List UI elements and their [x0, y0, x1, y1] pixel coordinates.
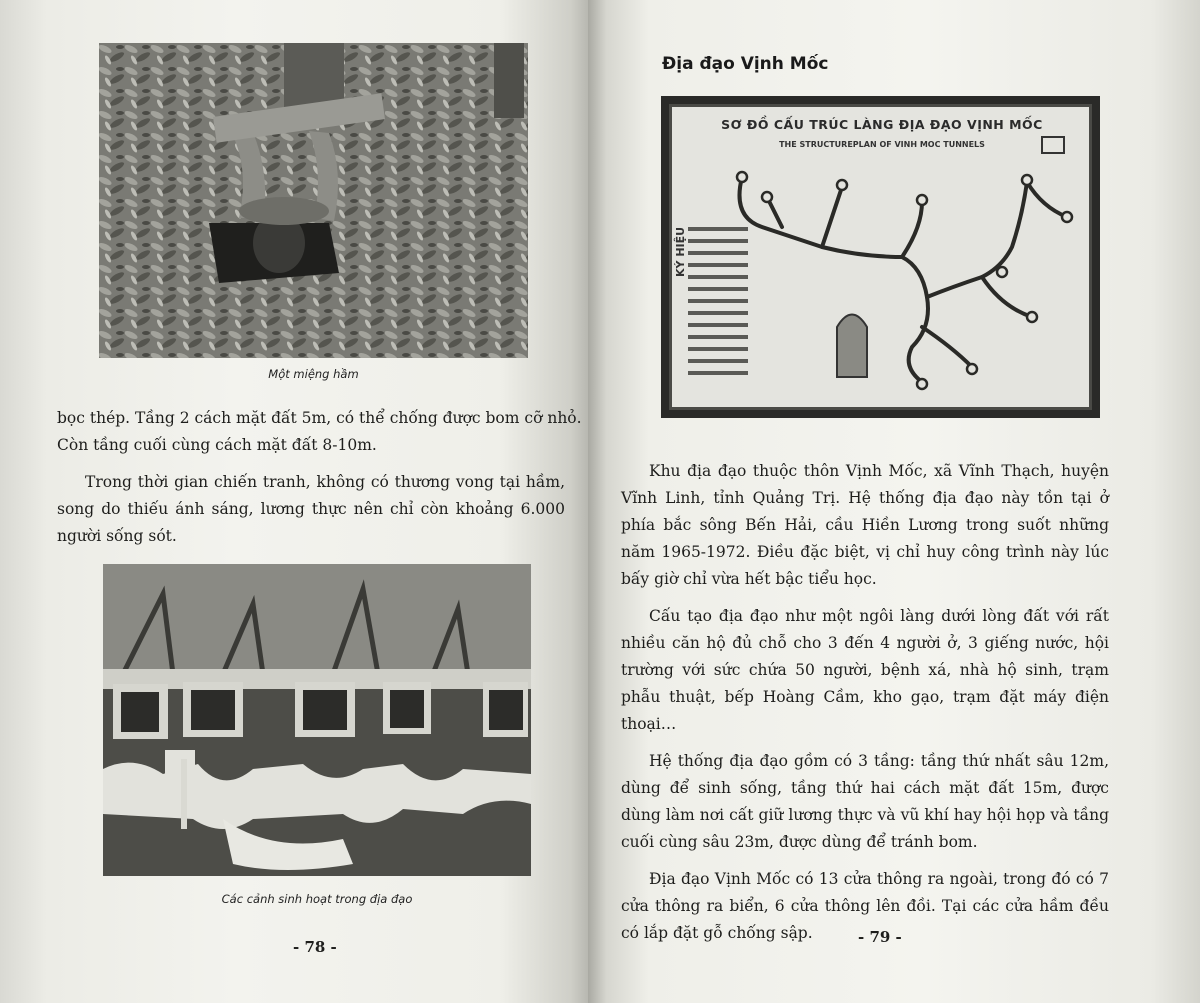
page-number-left: - 78 -: [293, 938, 337, 956]
page-number-right: - 79 -: [858, 928, 902, 946]
map-title: SƠ ĐỒ CẤU TRÚC LÀNG ĐỊA ĐẠO VỊNH MỐC: [721, 117, 1043, 132]
map-subtitle: THE STRUCTUREPLAN OF VINH MOC TUNNELS: [779, 140, 985, 149]
right-text-block: [621, 458, 1109, 957]
paragraph: Hệ thống địa đạo gồm có 3 tầng: tầng thứ nhất sâu 12m, dùng để sinh sống, tầng thứ hai cách mặt đất 15m, được dùng làm nơi cất giữ lương thực và vũ khí hay hội họp và tầng cuối cùng sâu 23m, được dùng để tránh bom.: [621, 752, 1109, 851]
left-text-block: [57, 405, 582, 560]
paragraph: Địa đạo Vịnh Mốc có 13 cửa thông ra ngoài, trong đó có 7 cửa thông ra biển, 6 cửa thông lên đồi. Tại các cửa hầm đều có lắp đặt gỗ chống sập.: [621, 870, 1109, 942]
tunnel-entrance-image: [99, 43, 528, 358]
tunnel-map-board: [669, 104, 1092, 410]
photo1-caption: Một miệng hầm: [268, 367, 359, 381]
tunnel-life-image: [103, 564, 531, 876]
tunnel-life-photo: [103, 564, 531, 876]
paragraph: Khu địa đạo thuộc thôn Vịnh Mốc, xã Vĩnh Thạch, huyện Vĩnh Linh, tỉnh Quảng Trị. Hệ thống địa đạo này tồn tại ở phía bắc sông Bến Hải, cầu Hiền Lương trong suốt những năm 1965-1972. Điều đặc biệt, vị chỉ huy công trình này lúc bấy giờ chỉ vừa hết bậc tiểu học.: [621, 462, 1109, 588]
tunnel-network-diagram: [672, 107, 1089, 407]
paragraph-line: bọc thép. Tầng 2 cách mặt đất 5m, có thể chống được bom cỡ nhỏ.: [57, 409, 582, 427]
section-heading: Địa đạo Vịnh Mốc: [662, 54, 829, 74]
left-page: [0, 0, 588, 1003]
paragraph: Trong thời gian chiến tranh, không có thương vong tại hầm, song do thiếu ánh sáng, lương thực nên chỉ còn khoảng 6.000 người sống sót.: [57, 473, 565, 545]
paragraph: Cấu tạo địa đạo như một ngôi làng dưới lòng đất với rất nhiều căn hộ đủ chỗ cho 3 đến 4 người ở, 3 giếng nước, hội trường với sức chứa 50 người, bệnh xá, nhà hộ sinh, trạm phẫu thuật, bếp Hoàng Cầm, kho gạo, trạm đặt máy điện thoại…: [621, 607, 1109, 733]
tunnel-entrance-photo: [99, 43, 528, 358]
tunnel-map-photo: [661, 96, 1100, 418]
photo2-caption: Các cảnh sinh hoạt trong địa đạo: [221, 892, 413, 906]
map-legend-title: KÝ HIỆU: [674, 226, 687, 277]
paragraph-line: Còn tầng cuối cùng cách mặt đất 8-10m.: [57, 436, 377, 454]
